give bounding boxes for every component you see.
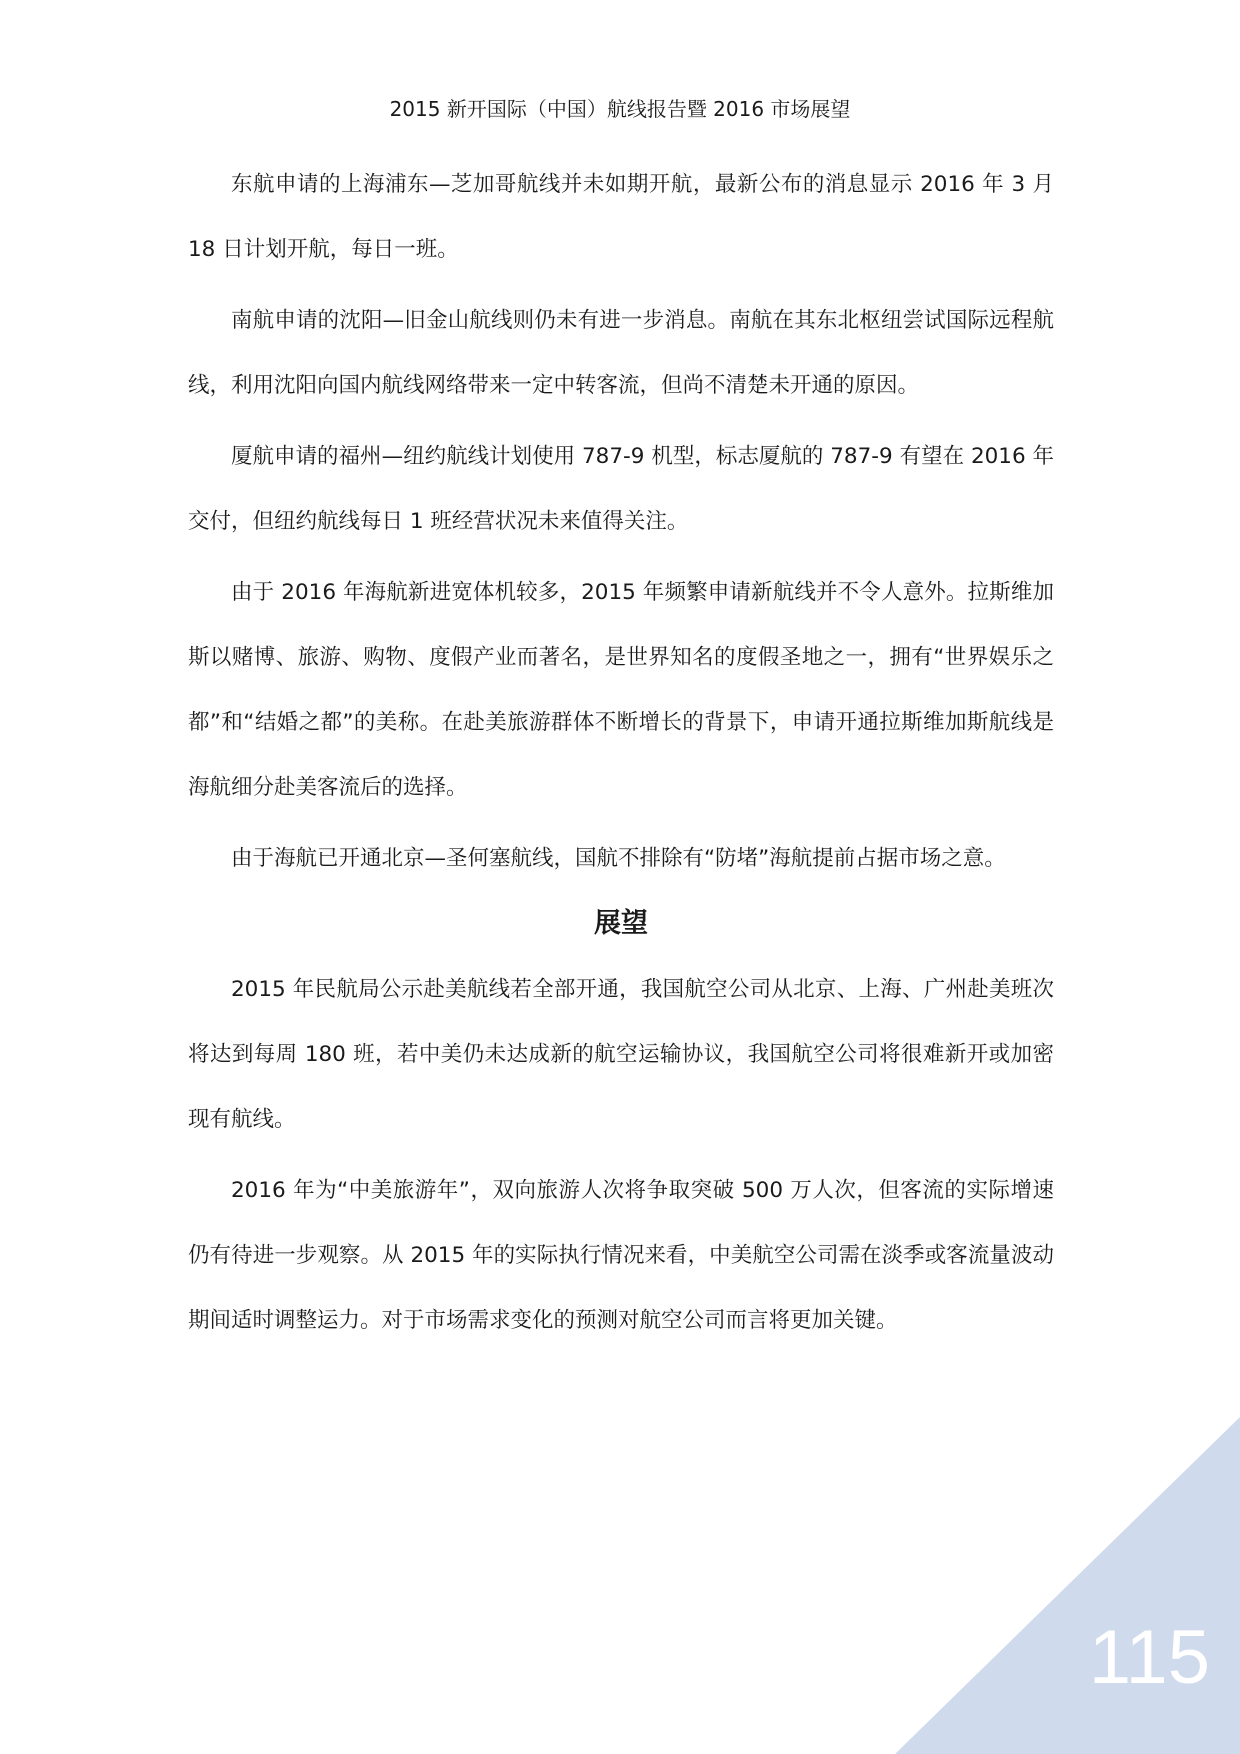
page-header-title: 2015 新开国际（中国）航线报告暨 2016 市场展望	[389, 97, 851, 121]
paragraph-outlook-tourism-year: 2016 年为“中美旅游年”，双向旅游人次将争取突破 500 万人次，但客流的实际增速仍有待进一步观察。从 2015 年的实际执行情况来看，中美航空公司需在淡季或客流量波动期间适时调整运力。对于市场需求变化的预测对航空公司而言将更加关键。	[188, 1178, 1054, 1333]
page-number: 115	[1088, 1615, 1210, 1700]
paragraph-hainan-lasvegas: 由于 2016 年海航新进宽体机较多，2015 年频繁申请新航线并不令人意外。拉斯维加斯以赌博、旅游、购物、度假产业而著名，是世界知名的度假圣地之一，拥有“世界娱乐之都”和“结婚之都”的美称。在赴美旅游群体不断增长的背景下，申请开通拉斯维加斯航线是海航细分赴美客流后的选择。	[188, 580, 1054, 800]
paragraph-airchina-sanjose: 由于海航已开通北京—圣何塞航线，国航不排除有“防堵”海航提前占据市场之意。	[231, 846, 1006, 871]
paragraph-southern-shenyang: 南航申请的沈阳—旧金山航线则仍未有进一步消息。南航在其东北枢纽尝试国际远程航线，利用沈阳向国内航线网络带来一定中转客流，但尚不清楚未开通的原因。	[188, 308, 1054, 398]
paragraph-eastern-chicago: 东航申请的上海浦东—芝加哥航线并未如期开航，最新公布的消息显示 2016 年 3 月 18 日计划开航，每日一班。	[188, 172, 1054, 262]
section-title-outlook: 展望	[594, 908, 648, 939]
paragraph-xiamen-newyork: 厦航申请的福州—纽约航线计划使用 787-9 机型，标志厦航的 787-9 有望在 2016 年交付，但纽约航线每日 1 班经营状况未来值得关注。	[188, 444, 1055, 534]
paragraph-outlook-routes: 2015 年民航局公示赴美航线若全部开通，我国航空公司从北京、上海、广州赴美班次将达到每周 180 班，若中美仍未达成新的航空运输协议，我国航空公司将很难新开或加密现有航线。	[188, 977, 1054, 1132]
corner-decoration	[895, 1417, 1240, 1754]
main-content	[188, 152, 1054, 1359]
